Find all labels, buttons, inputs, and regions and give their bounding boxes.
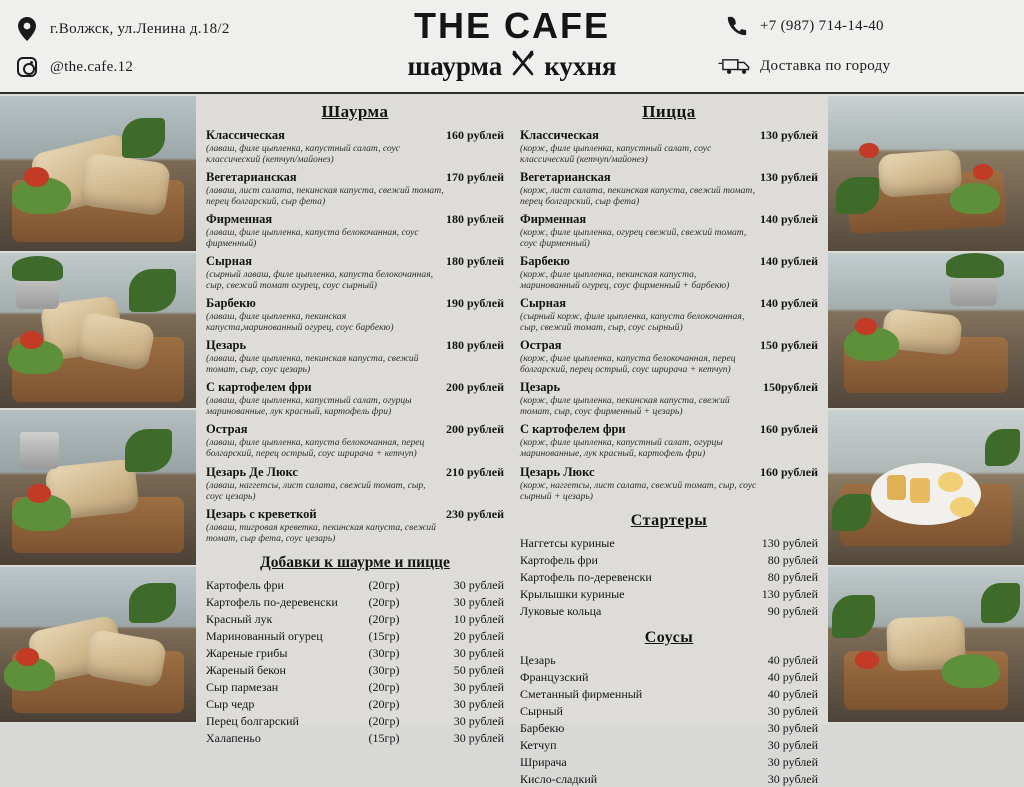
item-price: 130 рублей	[759, 128, 818, 142]
addon-name: Красный лук	[206, 611, 273, 626]
addon-row	[206, 731, 504, 746]
item-desc: (лаваш, лист салата, пекинская капуста, свежий томат, перец болгарский, сыр фета)	[206, 185, 444, 208]
page-subtitle	[407, 48, 616, 85]
shawarma-roll-photo-4	[0, 567, 196, 722]
phone-text: +7 (987) 714-14-40	[760, 17, 884, 34]
section-title-starters: Стартеры	[630, 511, 708, 529]
menu-column-left	[200, 100, 510, 745]
sauce-row	[520, 687, 818, 702]
item-desc: (лаваш, филе цыпленка, капустный салат, соус классический (кетчуп/майонез)	[206, 143, 401, 166]
menu-item	[520, 128, 818, 165]
sauce-price: 30 рублей	[767, 754, 818, 769]
addon-row	[206, 612, 504, 627]
addon-qty: (20гр)	[368, 696, 400, 711]
header-right	[710, 13, 1010, 79]
shawarma-roll-photo-3	[0, 410, 196, 565]
starter-name: Наггетсы куриные	[520, 535, 615, 550]
section-title-addons: Добавки к шаурме и пицце	[260, 553, 450, 571]
sauce-row	[520, 738, 818, 753]
item-price: 230 рублей	[445, 506, 504, 521]
item-desc: (корж, филе цыпленка, капустный салат, соус классический (кетчуп/майонез)	[520, 143, 712, 166]
item-price: 150 рублей	[759, 338, 818, 353]
sauce-name: Барбекю	[520, 720, 565, 735]
sauce-price: 30 рублей	[767, 771, 818, 786]
header-left	[14, 12, 314, 80]
instagram-icon[interactable]	[14, 54, 40, 80]
sauce-name: Французский	[520, 669, 589, 684]
menu-item	[206, 380, 504, 417]
menu-column-right	[514, 100, 824, 786]
item-name: Классическая	[520, 128, 599, 142]
section-title-shawarma: Шаурма	[321, 102, 389, 121]
sauce-name: Цезарь	[520, 652, 556, 667]
item-desc: (сырный корж, филе цыпленка, капуста белокочанная, сыр, свежий томат, сыр, соус сырный)	[520, 311, 745, 334]
subtitle-left: шаурма	[407, 50, 503, 81]
menu-item	[206, 296, 504, 333]
menu-item	[520, 465, 818, 502]
item-desc: (корж, филе цыпленка, капустный салат, огурцы маринованные, лук красный, картофель фри)	[520, 437, 723, 460]
menu-item	[206, 170, 504, 207]
starter-price: 90 рублей	[767, 603, 818, 618]
sauce-price: 40 рублей	[767, 652, 818, 667]
subtitle-right: кухня	[544, 50, 617, 81]
starter-row	[520, 553, 818, 568]
addon-price: 30 рублей	[453, 696, 504, 711]
menu-item	[206, 465, 504, 502]
addon-qty: (20гр)	[368, 713, 400, 728]
sauce-row	[520, 721, 818, 736]
menu-item	[520, 212, 818, 249]
item-desc: (корж, филе цыпленка, капуста белокочанная, перец болгарский, перец острый, соус шрирача + кетчуп)	[520, 353, 736, 376]
sauce-row	[520, 704, 818, 719]
addon-price: 30 рублей	[453, 645, 504, 660]
section-title-pizza: Пицца	[642, 102, 696, 121]
sauce-row	[520, 653, 818, 668]
addon-name: Жареные грибы	[206, 645, 288, 660]
menu-body	[0, 94, 1024, 786]
sauce-name: Кисло-сладкий	[520, 771, 598, 786]
starter-row	[520, 587, 818, 602]
item-price: 140 рублей	[759, 212, 818, 227]
item-name: Барбекю	[520, 254, 570, 269]
addon-price: 30 рублей	[453, 577, 504, 592]
starter-row	[520, 570, 818, 585]
addon-row	[206, 680, 504, 695]
item-price: 140 рублей	[759, 254, 818, 269]
item-name: С картофелем фри	[520, 422, 626, 437]
item-name: Острая	[520, 338, 562, 353]
sauce-name: Шрирача	[520, 754, 567, 769]
addon-qty: (20гр)	[368, 577, 400, 592]
addon-row	[206, 697, 504, 712]
instagram-row[interactable]	[14, 54, 314, 80]
addon-row	[206, 595, 504, 610]
sauce-price: 40 рублей	[767, 669, 818, 684]
item-name: Цезарь	[520, 380, 561, 395]
item-name: С картофелем фри	[206, 380, 312, 395]
item-desc: (лаваш, филе цыпленка, пекинская капуста, свежий томат, сыр, соус цезарь)	[206, 353, 419, 376]
sauce-price: 30 рублей	[767, 720, 818, 735]
item-desc: (корж, филе цыпленка, огурец свежий, свежий томат, соус фирменный)	[520, 227, 747, 250]
item-desc: (лаваш, филе цыпленка, капуста белокочанная, соус фирменный)	[206, 227, 419, 250]
addon-qty: (20гр)	[368, 611, 400, 626]
addon-name: Картофель по-деревенски	[206, 594, 338, 609]
item-price: 180 рублей	[445, 338, 504, 353]
addon-name: Жареный бекон	[206, 662, 286, 677]
item-desc: (лаваш, наггетсы, лист салата, свежий томат, сыр, соус цезарь)	[206, 479, 426, 502]
item-price: 200 рублей	[445, 422, 504, 437]
addon-row	[206, 629, 504, 644]
shawarma-roll-photo-1	[0, 96, 196, 251]
item-name: Сырная	[520, 296, 566, 311]
item-price: 140 рублей	[759, 296, 818, 311]
item-price: 200 рублей	[445, 380, 504, 395]
section-title-sauces: Соусы	[644, 628, 694, 646]
addon-row	[206, 578, 504, 593]
sauce-row	[520, 670, 818, 685]
item-name: Классическая	[206, 128, 285, 142]
instagram-handle: @the.cafe.12	[50, 58, 134, 75]
menu-item	[206, 338, 504, 375]
menu-item	[520, 338, 818, 375]
addon-row	[206, 663, 504, 678]
menu-item	[206, 507, 504, 544]
left-photo-column	[0, 94, 196, 724]
right-photo-column	[828, 94, 1024, 724]
address-row	[14, 16, 314, 42]
addon-name: Сыр чедр	[206, 696, 255, 711]
header-center	[314, 4, 710, 85]
menu-item	[206, 128, 504, 165]
addon-qty: (30гр)	[368, 662, 400, 677]
addon-name: Маринованный огурец	[206, 628, 323, 643]
item-price: 150рублей	[762, 380, 818, 395]
addon-row	[206, 714, 504, 729]
page-title: THE CAFE	[414, 4, 610, 46]
starter-price: 80 рублей	[767, 569, 818, 584]
item-name: Сырная	[206, 254, 252, 269]
menu-item	[520, 254, 818, 291]
addon-qty: (20гр)	[368, 594, 400, 609]
addon-price: 10 рублей	[453, 611, 504, 626]
menu-content	[196, 94, 828, 786]
location-pin-icon	[14, 16, 40, 42]
starter-name: Луковые кольца	[520, 603, 602, 618]
sauce-price: 30 рублей	[767, 737, 818, 752]
addon-name: Перец болгарский	[206, 713, 299, 728]
menu-item	[520, 422, 818, 459]
delivery-row	[724, 53, 890, 79]
sauce-price: 40 рублей	[767, 686, 818, 701]
starter-price: 130 рублей	[761, 535, 818, 550]
item-price: 210 рублей	[445, 464, 504, 479]
item-desc: (корж, филе цыпленка, пекинская капуста, маринованный огурец, соус фирменный + барбекю)	[520, 269, 730, 292]
sauce-price: 30 рублей	[767, 703, 818, 718]
phone-row[interactable]	[724, 13, 884, 39]
addon-price: 30 рублей	[453, 730, 504, 745]
addon-qty: (15гр)	[368, 628, 400, 643]
menu-item	[206, 422, 504, 459]
addon-price: 30 рублей	[453, 594, 504, 609]
item-name: Вегетарианская	[206, 170, 297, 185]
sauce-row	[520, 755, 818, 770]
addon-price: 50 рублей	[453, 662, 504, 677]
starter-name: Картофель по-деревенски	[520, 569, 652, 584]
item-name: Цезарь	[206, 338, 247, 353]
delivery-text: Доставка по городу	[760, 57, 891, 74]
addon-price: 30 рублей	[453, 679, 504, 694]
item-name: Цезарь Люкс	[520, 464, 595, 479]
addon-name: Картофель фри	[206, 577, 284, 592]
item-name: Фирменная	[206, 212, 273, 227]
address-text: г.Волжск, ул.Ленина д.18/2	[50, 20, 230, 37]
addon-name: Сыр пармезан	[206, 679, 279, 694]
item-price: 180 рублей	[445, 212, 504, 227]
item-desc: (корж, филе цыпленка, пекинская капуста, свежий томат, сыр, соус фирменный + цезарь)	[520, 395, 730, 418]
item-desc: (лаваш, филе цыпленка, пекинская капуста,маринованный огурец, соус барбекю)	[206, 311, 394, 334]
header	[0, 0, 1024, 94]
item-name: Цезарь с креветкой	[206, 506, 317, 521]
snack-platter-photo	[828, 410, 1024, 565]
item-desc: (лаваш, филе цыпленка, капустный салат, огурцы маринованные, лук красный, картофель фри)	[206, 395, 412, 418]
item-desc: (корж, наггетсы, лист салата, свежий томат, сыр, соус сырный + цезарь)	[520, 479, 757, 502]
starter-name: Крылышки куриные	[520, 586, 625, 601]
shawarma-board-photo-1	[828, 96, 1024, 251]
menu-item	[520, 380, 818, 417]
shawarma-board-photo-2	[828, 253, 1024, 408]
item-name: Острая	[206, 422, 248, 437]
starter-price: 80 рублей	[767, 552, 818, 567]
item-price: 160 рублей	[759, 422, 818, 437]
addon-qty: (15гр)	[368, 730, 400, 745]
shawarma-roll-photo-2	[0, 253, 196, 408]
item-name: Фирменная	[520, 212, 587, 227]
addon-qty: (20гр)	[368, 679, 400, 694]
menu-item	[206, 212, 504, 249]
sauce-name: Сметанный фирменный	[520, 686, 643, 701]
item-price: 170 рублей	[445, 170, 504, 185]
item-price: 190 рублей	[445, 296, 504, 311]
delivery-truck-icon	[724, 53, 750, 79]
item-price: 160 рублей	[759, 464, 818, 479]
starter-name: Картофель фри	[520, 552, 598, 567]
addon-price: 30 рублей	[453, 713, 504, 728]
shawarma-board-photo-3	[828, 567, 1024, 722]
phone-icon	[724, 13, 750, 39]
addon-price: 20 рублей	[453, 628, 504, 643]
sauce-name: Сырный	[520, 703, 563, 718]
sauce-row	[520, 772, 818, 787]
starter-row	[520, 604, 818, 619]
item-desc: (лаваш, тигровая креветка, пекинская капуста, свежий томат, сыр фета, соус цезарь)	[206, 521, 436, 544]
item-desc: (корж, лист салата, пекинская капуста, свежий томат, перец болгарский, сыр фета)	[520, 185, 755, 208]
item-name: Вегетарианская	[520, 170, 611, 185]
item-price: 180 рублей	[445, 254, 504, 269]
menu-item	[206, 254, 504, 291]
item-desc: (лаваш, филе цыпленка, капуста белокочанная, перец болгарский, перец острый, соус шрирача + кетчуп)	[206, 437, 425, 460]
starter-price: 130 рублей	[761, 586, 818, 601]
item-price: 130 рублей	[759, 170, 818, 185]
addon-row	[206, 646, 504, 661]
addon-qty: (30гр)	[368, 645, 400, 660]
starter-row	[520, 536, 818, 551]
sauce-name: Кетчуп	[520, 737, 557, 752]
item-desc: (сырный лаваш, филе цыпленка, капуста белокочанная, сыр, свежий томат огурец, соус сырный)	[206, 269, 434, 292]
item-name: Барбекю	[206, 296, 256, 311]
fork-and-knife-icon	[508, 48, 538, 85]
item-name: Цезарь Де Люкс	[206, 464, 298, 479]
menu-item	[520, 296, 818, 333]
addon-name: Халапеньо	[206, 730, 261, 745]
item-price: 160 рублей	[445, 128, 504, 142]
menu-item	[520, 170, 818, 207]
